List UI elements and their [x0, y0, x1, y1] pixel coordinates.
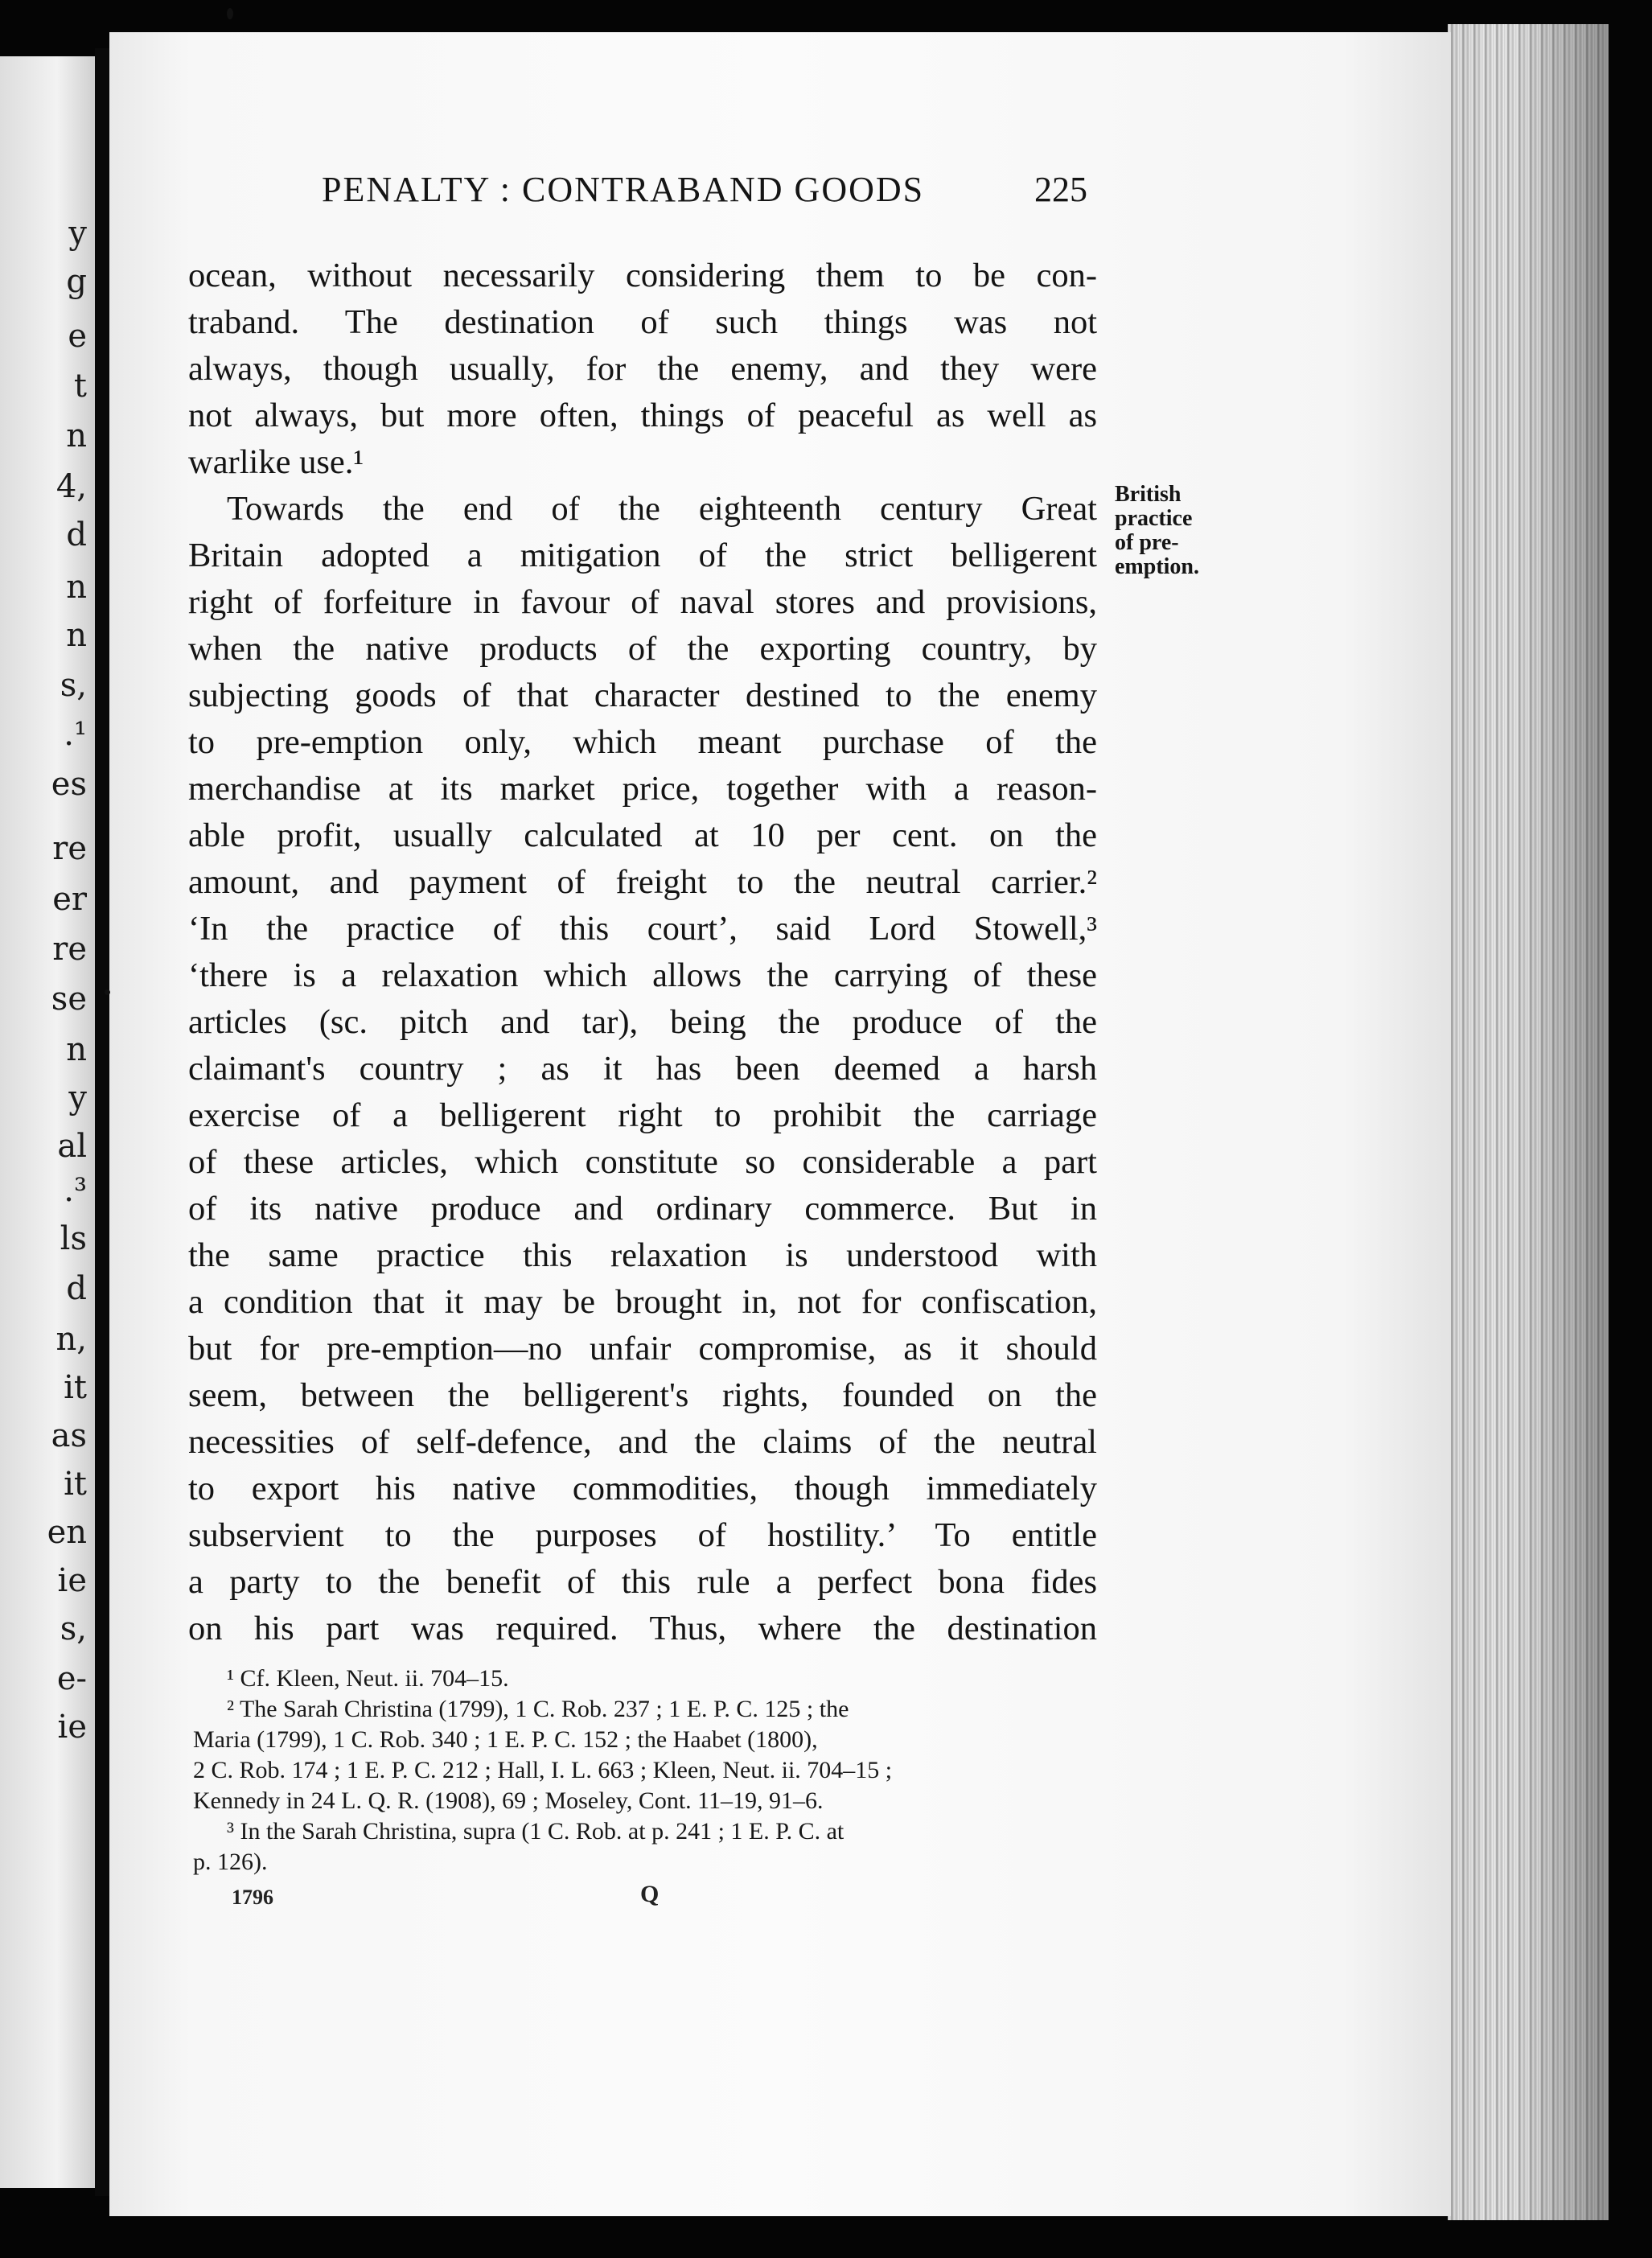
body-line: the same practice this relaxation is understood with [188, 1236, 1097, 1274]
body-line: articles (sc. pitch and tar), being the produce of the [188, 1003, 1097, 1041]
scan-speck [105, 989, 110, 995]
facing-page-edge-text: n, [55, 1321, 87, 1358]
facing-page-edge-text: .³ [64, 1172, 87, 1209]
facing-page-edge-text: n [66, 569, 87, 606]
body-line: exercise of a belligerent right to prohibit the carriage [188, 1096, 1097, 1134]
facing-page-gutter [95, 48, 109, 2196]
page-number: 225 [1034, 170, 1087, 209]
facing-page-edge-text: re [52, 830, 87, 867]
facing-page-edge-text: d [66, 516, 87, 553]
facing-page-edge-text: s, [60, 1610, 87, 1647]
body-line: warlike use.¹ [188, 443, 364, 481]
footnote-line: ¹ Cf. Kleen, Neut. ii. 704–15. [227, 1665, 509, 1692]
facing-page-edge-text: e [68, 318, 87, 355]
scan-speck [227, 8, 233, 19]
facing-page-edge-text: re [52, 931, 87, 968]
body-line: seem, between the belligerent's rights, founded on the [188, 1376, 1097, 1414]
facing-page-edge-text: t [73, 368, 87, 405]
facing-page-edge-text: y [68, 1080, 87, 1117]
body-line: necessities of self-defence, and the claims of the neutral [188, 1423, 1097, 1461]
body-line: not always, but more often, things of peaceful as well as [188, 397, 1097, 434]
facing-page-edge-text: n [66, 617, 87, 654]
footnote-line: ² The Sarah Christina (1799), 1 C. Rob. 237 ; 1 E. P. C. 125 ; the [227, 1696, 849, 1722]
marginal-note-line: practice [1115, 506, 1193, 531]
body-line: but for pre-emption—no unfair compromise, as it should [188, 1330, 1097, 1368]
facing-page-edge-text: it [64, 1369, 87, 1406]
facing-page-edge-text: ie [57, 1562, 87, 1599]
body-line: subservient to the purposes of hostility.’ To entitle [188, 1516, 1097, 1554]
body-line: ocean, without necessarily considering them to be con- [188, 257, 1097, 294]
facing-page-edge-text: d [66, 1270, 87, 1307]
body-text [188, 253, 1097, 1652]
body-line: able profit, usually calculated at 10 per cent. on the [188, 816, 1097, 854]
body-line: Towards the end of the eighteenth century Great [227, 490, 1097, 528]
facing-page-edge-text: es [51, 766, 87, 803]
body-line: a party to the benefit of this rule a perfect bona fides [188, 1563, 1097, 1601]
marginal-note-line: of pre- [1115, 530, 1179, 555]
footnote-line: 2 C. Rob. 174 ; 1 E. P. C. 212 ; Hall, I. L. 663 ; Kleen, Neut. ii. 704–15 ; [193, 1757, 893, 1783]
facing-page-edge-text: n [66, 1031, 87, 1068]
facing-page-edge-text: as [51, 1417, 87, 1454]
footnote-line: ³ In the Sarah Christina, supra (1 C. Rob. at p. 241 ; 1 E. P. C. at [227, 1818, 844, 1845]
body-line: always, though usually, for the enemy, and they were [188, 350, 1097, 388]
footnote-line: Maria (1799), 1 C. Rob. 340 ; 1 E. P. C. 152 ; the Haabet (1800), [193, 1726, 818, 1753]
facing-page-edge-text: ls [60, 1220, 87, 1257]
body-line: ‘In the practice of this court’, said Lord Stowell,³ [188, 910, 1097, 948]
marginal-note-line: emption. [1115, 554, 1199, 579]
facing-page-fragment [0, 56, 95, 2188]
footnotes [193, 1664, 1106, 1878]
body-line: traband. The destination of such things was not [188, 303, 1097, 341]
book-fore-edge-shadow [1448, 24, 1609, 2220]
body-line: on his part was required. Thus, where the destination [188, 1610, 1097, 1647]
facing-page-edge-text: y [68, 215, 87, 252]
body-line: when the native products of the exporting country, by [188, 630, 1097, 668]
body-line: to export his native commodities, though immediately [188, 1470, 1097, 1507]
facing-page-edge-text: en [47, 1514, 87, 1551]
marginal-note-line: British [1115, 482, 1181, 507]
facing-page-edge-text: al [57, 1128, 87, 1165]
body-line: claimant's country ; as it has been deemed a harsh [188, 1050, 1097, 1088]
body-line: merchandise at its market price, together with a reason- [188, 770, 1097, 808]
facing-page-edge-text: n [66, 417, 87, 454]
facing-page-edge-text: er [52, 881, 87, 918]
body-line: amount, and payment of freight to the neutral carrier.² [188, 863, 1097, 901]
gathering-signature-letter: Q [640, 1881, 660, 1907]
running-title: PENALTY : CONTRABAND GOODS [322, 170, 925, 209]
body-line: to pre-emption only, which meant purchase of the [188, 723, 1097, 761]
body-line: Britain adopted a mitigation of the strict belligerent [188, 537, 1097, 574]
facing-page-edge-text: s, [60, 667, 87, 704]
facing-page-edge-text: .¹ [64, 716, 87, 753]
body-line: subjecting goods of that character destined to the enemy [188, 677, 1097, 714]
facing-page-edge-text: e- [56, 1660, 87, 1697]
body-line: of its native produce and ordinary commerce. But in [188, 1190, 1097, 1228]
body-line: a condition that it may be brought in, not for confiscation, [188, 1283, 1097, 1321]
printer-signature-code: 1796 [232, 1886, 273, 1909]
footnote-line: p. 126). [193, 1849, 268, 1875]
marginal-note [1115, 483, 1235, 579]
facing-page-edge-text: it [64, 1466, 87, 1503]
facing-page-edge-text: ie [57, 1709, 87, 1746]
footnote-line: Kennedy in 24 L. Q. R. (1908), 69 ; Moseley, Cont. 11–19, 91–6. [193, 1787, 824, 1814]
body-line: ‘there is a relaxation which allows the carrying of these [188, 956, 1097, 994]
facing-page-edge-text: g [66, 263, 87, 300]
body-line: right of forfeiture in favour of naval stores and provisions, [188, 583, 1097, 621]
facing-page-edge-text: se [51, 981, 87, 1018]
body-line: of these articles, which constitute so considerable a part [188, 1143, 1097, 1181]
facing-page-edge-text: 4, [55, 468, 87, 505]
